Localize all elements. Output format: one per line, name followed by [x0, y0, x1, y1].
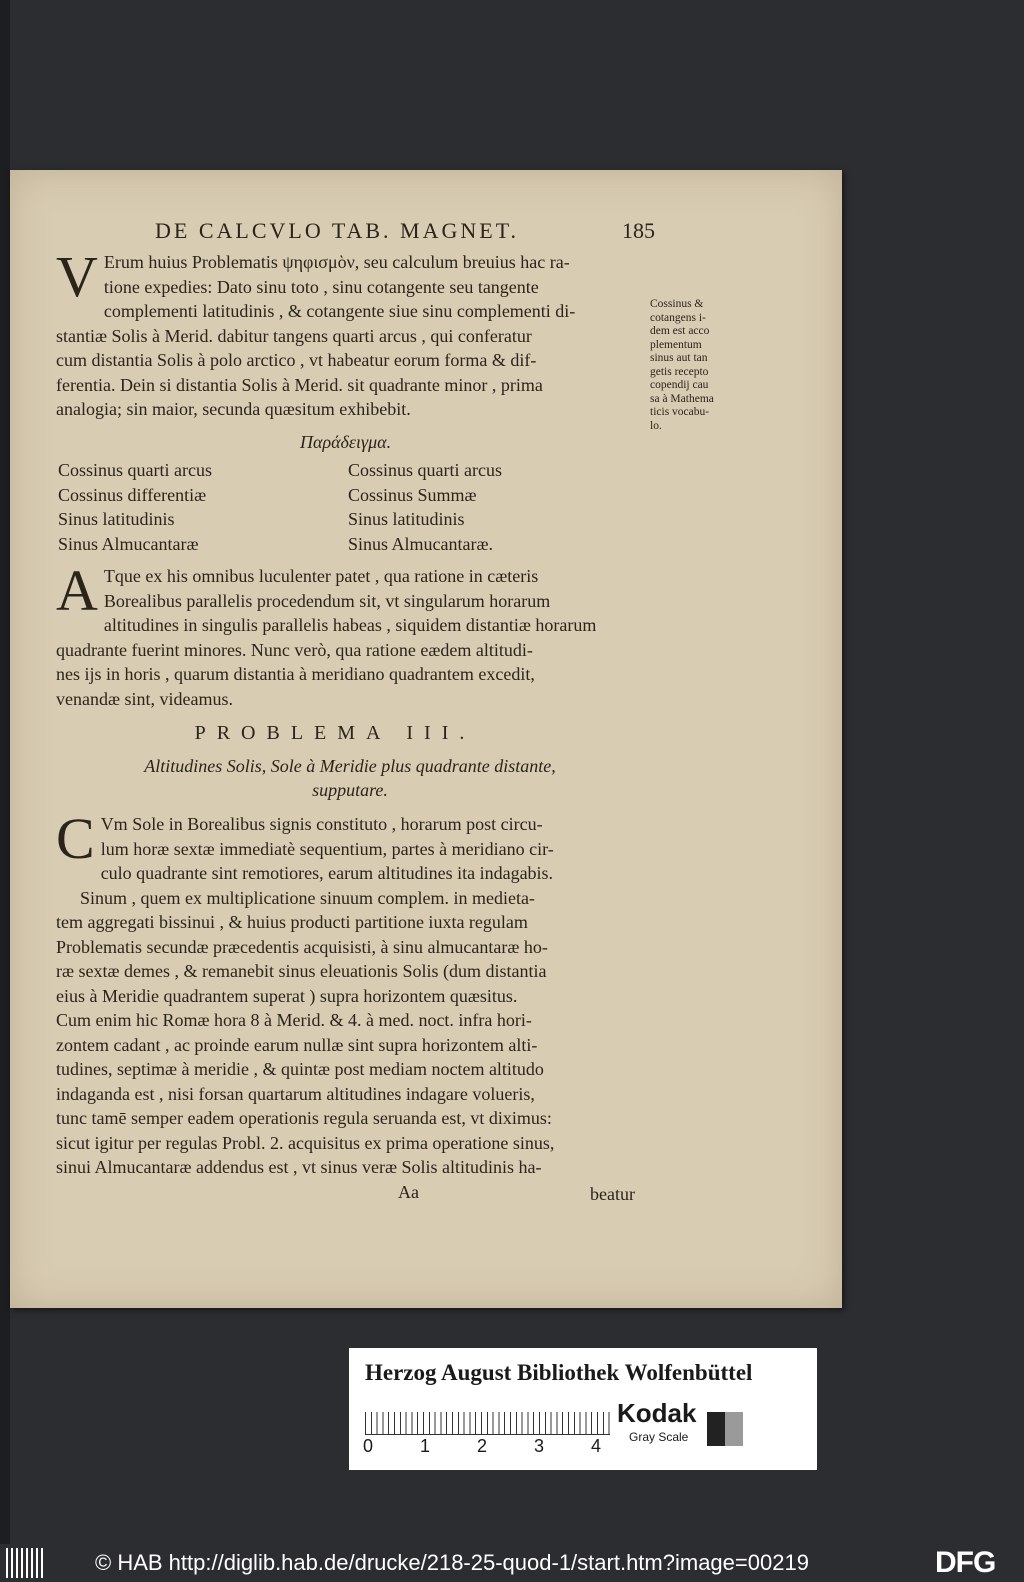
text-line: zontem cadant , ac proinde earum nullæ sint supra horizontem alti-	[56, 1034, 538, 1055]
gray-patch	[725, 1412, 743, 1446]
text-line: altitudines in singulis parallelis habeas , siquidem distantiæ horarum	[103, 615, 597, 635]
list-item: Sinus Almucantaræ	[58, 533, 199, 554]
library-name: Herzog August Bibliothek Wolfenbüttel	[365, 1360, 753, 1385]
margin-note: Cossinus & cotangens i- dem est acco plementum sinus aut tan getis recepto copendij cau sa à Mathema ticis vocabu- lo.	[650, 298, 714, 432]
drop-cap: C	[56, 806, 95, 871]
drop-cap: A	[56, 558, 98, 623]
kodak-logo: Kodak	[617, 1398, 697, 1428]
list-item: Sinus latitudinis	[348, 509, 465, 529]
problem-title: PROBLEMA III.	[194, 722, 476, 744]
footer-bar	[0, 1544, 1024, 1582]
book-page	[10, 170, 842, 1308]
subtitle-line: Altitudines Solis, Sole à Meridie plus quadrante distante,	[144, 756, 556, 776]
ruler-number: 3	[534, 1436, 545, 1456]
text-line: tudines, septimæ à meridie , & quintæ post mediam noctem altitudo	[56, 1059, 544, 1079]
text-line: sinui Almucantaræ addendus est , vt sinus veræ Solis altitudinis ha-	[56, 1157, 542, 1177]
scan-backdrop	[0, 0, 10, 1582]
text-line: Erum huius Problematis ψηφισμὸν, seu calculum breuius hac ra-	[103, 252, 570, 272]
ruler-number: 2	[477, 1436, 488, 1456]
subtitle-line: supputare.	[312, 780, 388, 800]
text-line: indaganda est , nisi forsan quartarum altitudines indagare volueris,	[56, 1083, 535, 1104]
text-line: analogia; sin maior, secunda quæsitum exhibebit.	[56, 399, 411, 419]
text-line: culo quadrante sint remotiores, earum altitudines ita indagabis.	[100, 863, 554, 883]
text-line: cum distantia Solis à polo arctico , vt habeatur eorum forma & dif-	[56, 350, 537, 370]
list-item: Cossinus Summæ	[348, 484, 477, 505]
ruler-number: 4	[591, 1436, 602, 1456]
text-line: sicut igitur per regulas Probl. 2. acquisitus ex prima operatione sinus,	[56, 1132, 555, 1153]
ruler-number: 0	[363, 1436, 374, 1456]
dfg-logo: DFG	[935, 1546, 996, 1579]
gray-patch	[707, 1412, 725, 1446]
list-item: Cossinus quarti arcus	[348, 460, 502, 480]
proportion-list-left	[58, 458, 212, 556]
list-item: Cossinus differentiæ	[58, 484, 207, 505]
text-line: Sinum , quem ex multiplicatione sinuum complem. in medieta-	[80, 887, 535, 908]
gray-scale-label: Gray Scale	[629, 1430, 689, 1444]
source-url[interactable]: © HAB http://diglib.hab.de/drucke/218-25-quod-1/start.htm?image=00219	[95, 1550, 809, 1575]
paragraph-2	[56, 558, 656, 711]
text-line: Vm Sole in Borealibus signis constituto , horarum post circu-	[100, 814, 543, 834]
text-line: Borealibus parallelis procedendum sit, vt singularum horarum	[103, 590, 551, 611]
text-line: tione expedies: Dato sinu toto , sinu cotangente seu tangente	[103, 276, 539, 297]
library-label-card	[349, 1348, 817, 1470]
text-line: venandæ sint, videamus.	[56, 688, 233, 709]
text-line: nes ijs in horis , quarum distantia à meridiano quadrantem excedit,	[56, 664, 535, 684]
text-line: ræ sextæ demes , & remanebit sinus eleuationis Solis (dum distantia	[56, 961, 547, 981]
text-line: Cum enim hic Romæ hora 8 à Merid. & 4. à med. noct. infra hori-	[56, 1010, 532, 1030]
catchword: beatur	[590, 1184, 635, 1204]
list-item: Sinus Almucantaræ.	[348, 533, 493, 554]
page-number: 185	[622, 218, 655, 243]
text-line: quadrante fuerint minores. Nunc verò, qua ratione eædem altitudi-	[56, 639, 533, 660]
text-line: tunc tamē semper eadem operationis regula seruanda est, vt diximus:	[56, 1108, 552, 1128]
text-line: lum horæ sextæ immediatè sequentium, partes à meridiano cir-	[100, 838, 554, 859]
text-line: tem aggregati bissinui , & huius producti partitione iuxta regulam	[56, 912, 528, 932]
text-line: Tque ex his omnibus luculenter patet , qua ratione in cæteris	[103, 566, 539, 586]
list-item: Cossinus quarti arcus	[58, 460, 212, 480]
hab-barcode-icon	[6, 1548, 44, 1578]
paragraph-1	[56, 244, 656, 422]
signature-mark: Aa	[398, 1182, 419, 1202]
paragraph-3	[56, 806, 656, 1180]
example-heading: Παράδειγμα.	[300, 432, 392, 452]
text-line: complementi latitudinis , & cotangente siue sinu complementi di-	[103, 301, 576, 321]
proportion-list-right	[348, 458, 502, 556]
scale-ruler	[365, 1400, 610, 1435]
text-line: ferentia. Dein si distantia Solis à Merid. sit quadrante minor , prima	[56, 374, 543, 395]
text-line: Problematis secundæ præcedentis acquisisti, à sinu almucantaræ ho-	[56, 936, 548, 957]
ruler-number: 1	[420, 1436, 431, 1456]
text-line: eius à Meridie quadrantem superat ) supra horizontem quæsitus.	[56, 985, 518, 1006]
list-item: Sinus latitudinis	[58, 509, 175, 529]
drop-cap: V	[56, 244, 98, 309]
running-head: DE CALCVLO TAB. MAGNET.	[155, 218, 520, 243]
text-line: stantiæ Solis à Merid. dabitur tangens quarti arcus , qui conferatur	[56, 325, 532, 346]
problem-subtitle	[50, 754, 650, 802]
